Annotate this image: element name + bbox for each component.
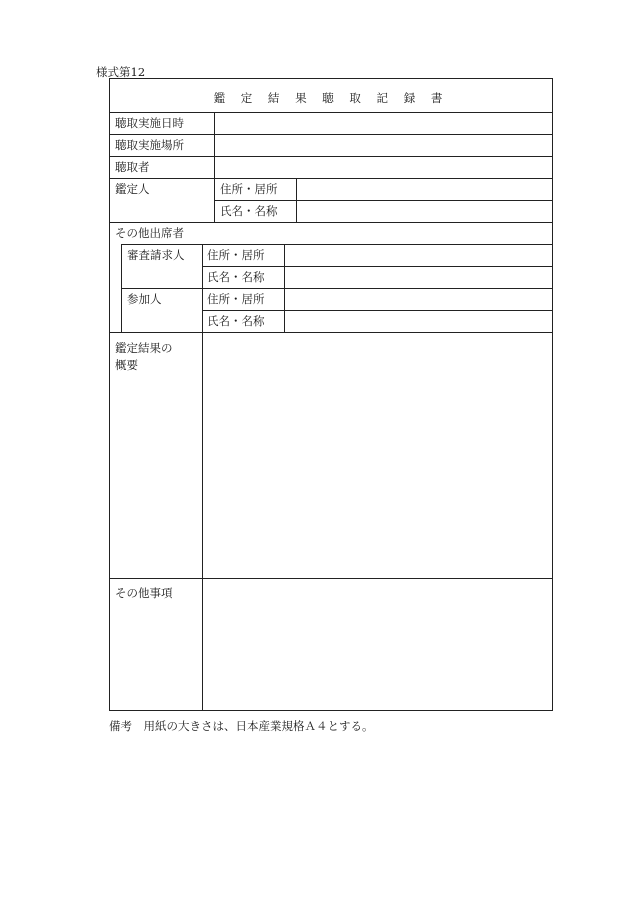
rule-place-bottom <box>110 156 552 157</box>
rule-appraiser-mid <box>214 200 552 201</box>
form-title: 鑑 定 結 果 聴 取 記 録 書 <box>213 91 449 105</box>
rule-attendees-label-column <box>202 244 203 332</box>
participant-label: 参加人 <box>127 292 162 306</box>
form-number: 様式第12 <box>96 65 146 79</box>
footer-note: 備考 用紙の大きさは、日本産業規格Ａ４とする。 <box>109 719 374 733</box>
rule-summary-bottom <box>110 578 552 579</box>
summary-label: 鑑定結果の 概要 <box>115 341 173 372</box>
rule-attendees-subcolumn <box>284 244 285 332</box>
date-label: 聴取実施日時 <box>115 116 184 130</box>
rule-interviewer-bottom <box>110 178 552 179</box>
rule-attendees-bottom <box>110 332 552 333</box>
participant-name-label: 氏名・名称 <box>207 314 265 328</box>
rule-date-bottom <box>110 134 552 135</box>
rule-summary-column <box>202 332 203 710</box>
other-attendees-label: その他出席者 <box>115 226 184 240</box>
rule-requester-bottom <box>121 288 552 289</box>
rule-attendees-header-bottom <box>121 244 552 245</box>
rule-label-column <box>214 112 215 222</box>
participant-address-label: 住所・居所 <box>207 292 265 306</box>
place-label: 聴取実施場所 <box>115 138 184 152</box>
rule-attendees-indent <box>121 244 122 332</box>
rule-participant-mid <box>202 310 552 311</box>
rule-requester-mid <box>202 266 552 267</box>
appraiser-name-label: 氏名・名称 <box>220 204 278 218</box>
appraisal-record-form <box>109 78 553 711</box>
requester-address-label: 住所・居所 <box>207 248 265 262</box>
requester-label: 審査請求人 <box>127 248 185 262</box>
appraiser-address-label: 住所・居所 <box>220 182 278 196</box>
interviewer-label: 聴取者 <box>115 160 150 174</box>
other-matters-label: その他事項 <box>115 586 173 600</box>
rule-appraiser-bottom <box>110 222 552 223</box>
rule-title-bottom <box>110 112 552 113</box>
appraiser-label: 鑑定人 <box>115 182 150 196</box>
rule-appraiser-subcolumn <box>296 178 297 222</box>
requester-name-label: 氏名・名称 <box>207 270 265 284</box>
